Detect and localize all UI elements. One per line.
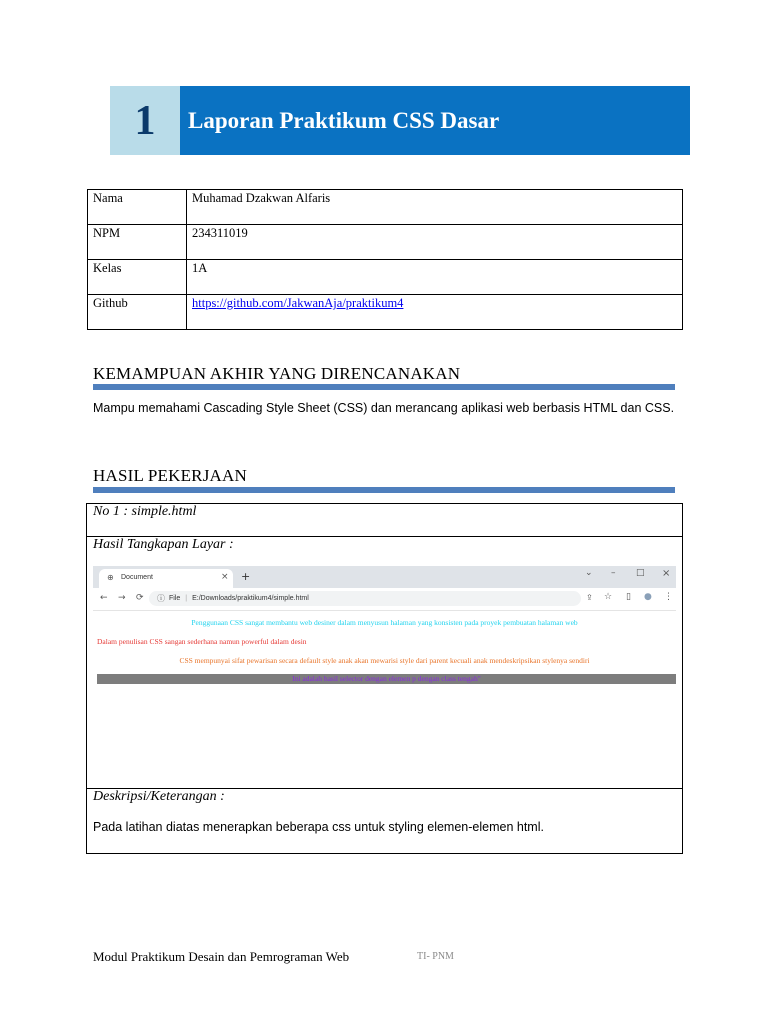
- table-row: [88, 260, 683, 295]
- close-tab-icon[interactable]: ×: [221, 572, 229, 582]
- value-npm: 234311019: [187, 225, 683, 260]
- description-text: Pada latihan diatas menerapkan beberapa css untuk styling elemen-elemen html.: [93, 820, 544, 834]
- label-class: Kelas: [88, 260, 187, 295]
- label-name: Nama: [88, 190, 187, 225]
- close-window-icon[interactable]: ×: [662, 568, 671, 579]
- label-npm: NPM: [88, 225, 187, 260]
- globe-icon: ⊕: [107, 573, 114, 582]
- minimize-icon[interactable]: –: [611, 568, 616, 578]
- url-separator: |: [185, 595, 188, 602]
- value-github: [187, 295, 683, 330]
- page-title: Laporan Praktikum CSS Dasar: [180, 86, 690, 155]
- maximize-icon[interactable]: □: [636, 568, 645, 578]
- value-class: 1A: [187, 260, 683, 295]
- goal-text: Mampu memahami Cascading Style Sheet (CSS) dan merancang aplikasi web berbasis HTML dan CSS.: [93, 401, 675, 415]
- red-paragraph: Dalam penulisan CSS sangan sederhana namun powerful dalam desin: [97, 637, 307, 646]
- table-row: [88, 295, 683, 330]
- tab-title: Document: [121, 574, 153, 581]
- info-icon[interactable]: ⓘ: [157, 594, 165, 603]
- footer-institution: TI- PNM: [417, 951, 454, 962]
- profile-avatar-icon[interactable]: ●: [644, 592, 652, 602]
- reload-icon[interactable]: ⟳: [136, 593, 144, 603]
- value-name: Muhamad Dzakwan Alfaris: [187, 190, 683, 225]
- browser-tab-bar: [93, 566, 676, 588]
- section-title-results: HASIL PEKERJAAN: [93, 466, 247, 485]
- chevron-down-icon[interactable]: ⌄: [585, 568, 593, 578]
- browser-screenshot: [93, 566, 676, 786]
- gray-bar: [97, 674, 676, 684]
- chapter-number: 1: [110, 86, 180, 155]
- centered-class-paragraph: Ini adalah hasil selector dengan elemen p dengan class tengah": [292, 674, 481, 683]
- orange-paragraph: CSS mempunyai sifat pewarisan secara default style anak akan mewarisi style dari parent kecuali anak mendeskripsikan stylenya sendiri: [179, 656, 590, 665]
- bookmark-star-icon[interactable]: ☆: [604, 592, 613, 602]
- table-row: [88, 225, 683, 260]
- url-bar[interactable]: [149, 591, 581, 606]
- browser-address-bar: [93, 588, 676, 611]
- table-row: [88, 190, 683, 225]
- menu-icon[interactable]: ⋮: [664, 592, 673, 602]
- url-text: E:/Downloads/praktikum4/simple.html: [192, 595, 309, 602]
- github-link[interactable]: https://github.com/JakwanAja/praktikum4: [192, 296, 404, 310]
- section-divider: [93, 384, 675, 390]
- footer-module-title: Modul Praktikum Desain dan Pemrograman Web: [93, 949, 350, 964]
- exercise-label: No 1 : simple.html: [93, 504, 197, 519]
- description-label: Deskripsi/Keterangan :: [93, 789, 225, 804]
- file-label: File: [169, 595, 181, 602]
- label-github: Github: [88, 295, 187, 330]
- share-icon[interactable]: ⇪: [586, 593, 593, 602]
- section-divider: [93, 487, 675, 493]
- forward-icon[interactable]: →: [118, 593, 126, 603]
- section-title-goals: KEMAMPUAN AKHIR YANG DIRENCANAKAN: [93, 364, 461, 383]
- identity-table: [87, 189, 683, 330]
- cyan-paragraph: Penggunaan CSS sangat membantu web desiner dalam menyusun halaman yang konsisten pada proyek pembuatan halaman web: [191, 618, 578, 627]
- screenshot-label: Hasil Tangkapan Layar :: [93, 537, 234, 552]
- sidebar-icon[interactable]: ▯: [626, 592, 631, 602]
- browser-tab[interactable]: [99, 569, 233, 588]
- back-icon[interactable]: ←: [100, 593, 108, 603]
- new-tab-icon[interactable]: +: [241, 570, 251, 583]
